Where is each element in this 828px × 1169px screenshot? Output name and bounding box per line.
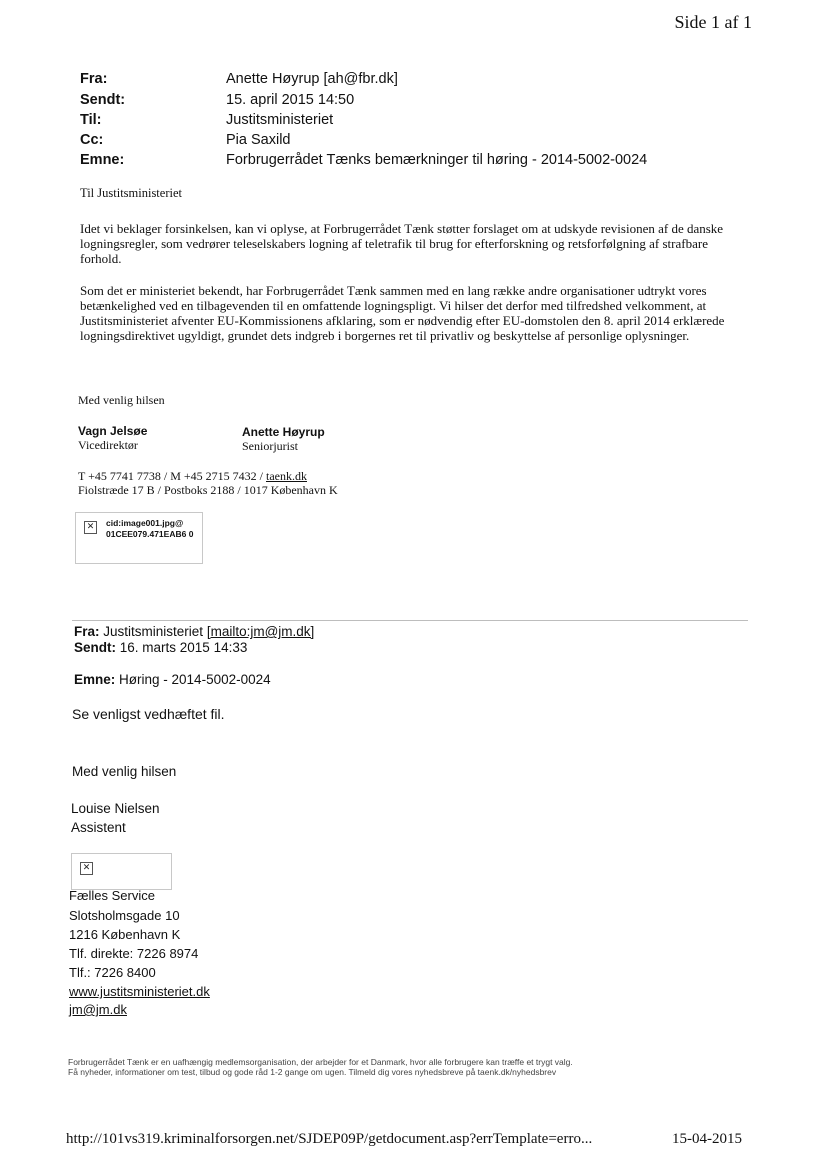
phone-line xyxy=(78,469,307,484)
subject-value: Forbrugerrådet Tænks bemærkninger til høring - 2014-5002-0024 xyxy=(226,152,648,168)
fwd-body: Se venligst vedhæftet fil. xyxy=(72,706,225,722)
cc-value: Pia Saxild xyxy=(226,132,291,148)
footer-note-line-1: Forbrugerrådet Tænk er en uafhængig medlemsorganisation, der arbejder for et Danmark, hvor alle forbrugere kan træffe et trygt valg. xyxy=(68,1057,573,1067)
fwd-sent-line xyxy=(74,640,247,655)
broken-image-icon: ✕ xyxy=(84,521,97,534)
fwd-mailto-link[interactable]: [mailto:jm@jm.dk] xyxy=(206,624,315,639)
fwd-dept: Fælles Service xyxy=(69,888,155,903)
image-cid-text: cid:image001.jpg@ 01CEE079.471EAB6 0 xyxy=(106,518,194,539)
fwd-subject-value: Høring - 2014-5002-0024 xyxy=(119,672,271,687)
fwd-closing: Med venlig hilsen xyxy=(72,764,177,779)
print-date: 15-04-2015 xyxy=(672,1131,742,1147)
page-number-label: Side 1 af 1 xyxy=(674,12,752,32)
phone-numbers: T +45 7741 7738 / M +45 2715 7432 / xyxy=(78,469,266,483)
signer-2-name: Anette Høyrup xyxy=(242,425,325,439)
taenk-link[interactable]: taenk.dk xyxy=(266,469,307,483)
closing-greeting: Med venlig hilsen xyxy=(78,393,165,407)
to-label: Til: xyxy=(80,112,102,128)
from-value: Anette Høyrup [ah@fbr.dk] xyxy=(226,71,398,87)
address-line: Fiolstræde 17 B / Postboks 2188 / 1017 København K xyxy=(78,483,338,497)
broken-logo-box xyxy=(71,853,172,890)
signer-1-name: Vagn Jelsøe xyxy=(78,424,148,438)
fwd-email-link[interactable]: jm@jm.dk xyxy=(69,1002,127,1017)
from-label: Fra: xyxy=(80,71,108,87)
fwd-from-label: Fra: xyxy=(74,624,100,639)
broken-image-icon: ✕ xyxy=(80,862,93,875)
fwd-from-line xyxy=(74,624,314,639)
sent-label: Sendt: xyxy=(80,92,126,108)
sent-value: 15. april 2015 14:50 xyxy=(226,92,355,108)
signer-2-title: Seniorjurist xyxy=(242,439,298,453)
fwd-city: 1216 København K xyxy=(69,927,181,942)
fwd-sender-name: Louise Nielsen xyxy=(71,801,160,816)
broken-image-box xyxy=(75,512,203,564)
fwd-subject-label: Emne: xyxy=(74,672,116,687)
fwd-phone: Tlf.: 7226 8400 xyxy=(69,965,156,980)
to-value: Justitsministeriet xyxy=(226,112,334,128)
fwd-street: Slotsholmsgade 10 xyxy=(69,908,180,923)
print-url: http://101vs319.kriminalforsorgen.net/SJDEP09P/getdocument.asp?errTemplate=erro... xyxy=(66,1131,593,1147)
fwd-sent-value: 16. marts 2015 14:33 xyxy=(119,640,248,655)
paragraph-2: Som det er ministeriet bekendt, har Forbrugerrådet Tænk sammen med en lang række andre organisationer udtrykt vores betænkelighed ved en tilbagevenden til en omfattende logningspligt. Vi hilser det derfor med tilfredshed velkomment, at Justitsministeriet afventer EU-Kommissionens afklaring, som er nødvendig efter EU-domstolen den 8. april 2014 erklærede logningsdirektivet ugyldigt, grundet dets indgreb i borgernes ret til privatliv og beskyttelse af personlige oplysninger. xyxy=(80,283,725,343)
cc-label: Cc: xyxy=(80,132,104,148)
fwd-web-link[interactable]: www.justitsministeriet.dk xyxy=(69,984,210,999)
subject-label: Emne: xyxy=(80,152,125,168)
fwd-sender-title: Assistent xyxy=(71,820,126,835)
fwd-phone-direct: Tlf. direkte: 7226 8974 xyxy=(69,946,199,961)
forward-divider xyxy=(72,620,748,621)
salutation: Til Justitsministeriet xyxy=(80,186,182,200)
footer-note-line-2: Få nyheder, informationer om test, tilbud og gode råd 1-2 gange om ugen. Tilmeld dig vores nyhedsbreve på taenk.dk/nyhedsbrev xyxy=(68,1067,557,1077)
fwd-sent-label: Sendt: xyxy=(74,640,116,655)
fwd-subject-line xyxy=(74,672,271,687)
fwd-from-value: Justitsministeriet xyxy=(103,624,204,639)
paragraph-1: Idet vi beklager forsinkelsen, kan vi oplyse, at Forbrugerrådet Tænk støtter forslaget om at udskyde revisionen af de danske logningsregler, som vedrører teleselskabers logning af teletrafik til brug for efterforskning og retsforfølgning af strafbare forhold. xyxy=(80,221,724,266)
signer-1-title: Vicedirektør xyxy=(78,438,138,452)
